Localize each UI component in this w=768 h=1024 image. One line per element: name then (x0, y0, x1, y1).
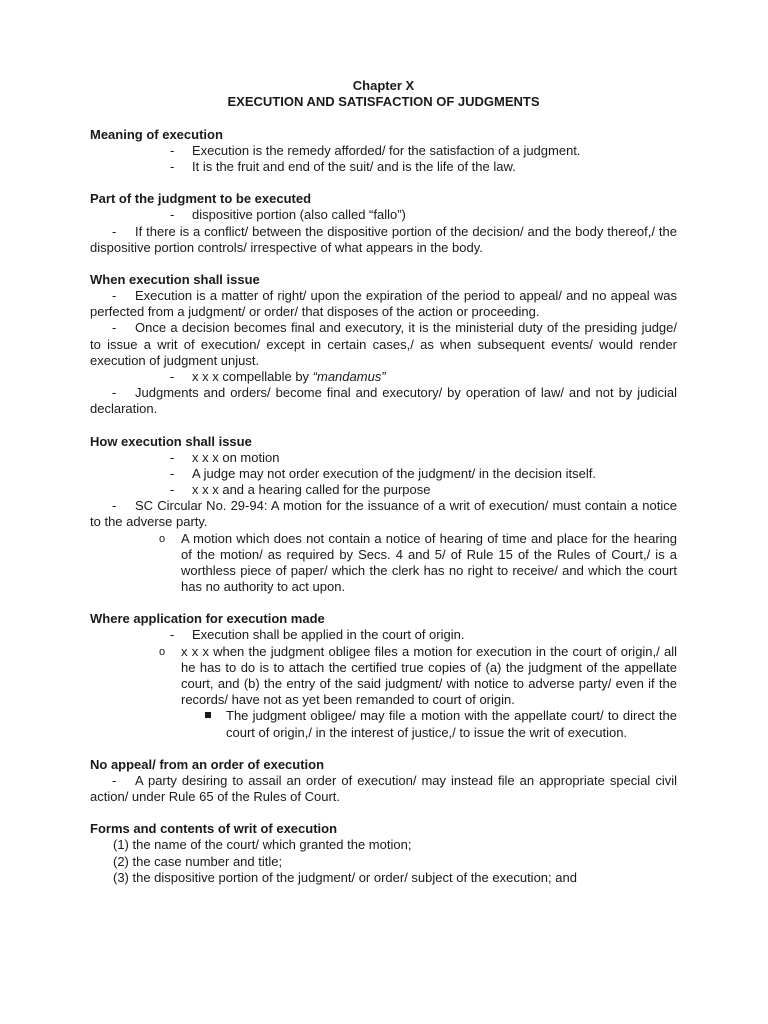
chapter-title: EXECUTION AND SATISFACTION OF JUDGMENTS (227, 94, 540, 109)
section-heading: Forms and contents of writ of execution (90, 821, 338, 837)
dash-bullet: - (112, 498, 117, 514)
list-item: - x x x and a hearing called for the purpose (170, 482, 431, 498)
square-bullet-icon (205, 712, 211, 718)
list-item: - A judge may not order execution of the judgment/ in the decision itself. (170, 465, 596, 481)
section-when (90, 272, 677, 418)
section-part (90, 191, 677, 256)
dash-bullet: - (170, 482, 175, 498)
dash-bullet: - (170, 207, 175, 223)
paragraph: - Judgments and orders/ become final and executory/ by operation of law/ and not by judicial declaration. (90, 385, 677, 417)
dash-bullet: - (170, 369, 175, 385)
dash-bullet: - (112, 385, 117, 401)
section-forms (90, 821, 677, 886)
section-heading: No appeal/ from an order of execution (90, 756, 325, 772)
chapter-label: Chapter X (352, 78, 415, 93)
section-heading: Part of the judgment to be executed (90, 191, 312, 207)
circle-bullet: o (159, 645, 166, 658)
section-heading: When execution shall issue (90, 272, 260, 288)
paragraph: - A party desiring to assail an order of execution/ may instead file an appropriate special civil action/ under Rule 65 of the Rules of Court. (90, 772, 677, 805)
paragraph: - SC Circular No. 29-94: A motion for the issuance of a writ of execution/ must contain a notice to the adverse party. (90, 498, 677, 530)
section-how (90, 434, 677, 596)
section-heading: Where application for execution made (90, 611, 325, 627)
section-meaning (90, 127, 677, 175)
dash-bullet: - (112, 320, 117, 336)
list-item: - x x x on motion (170, 449, 280, 465)
paragraph: - Once a decision becomes final and executory, it is the ministerial duty of the presiding judge/ to issue a writ of execution/ except in certain cases,/ as when subsequent events/ would render execution of judgment unjust. (90, 320, 677, 368)
sub-sub-list-item: The judgment obligee/ may file a motion with the appellate court/ to direct the court of origin,/ in the interest of justice,/ to issue the writ of execution. (90, 708, 677, 740)
sub-list-item: o x x x when the judgment obligee files a motion for execution in the court of origin,/ all he has to do is to attach the certified true copies of (a) the judgment of the appellate court, and (b) the entry of the said judgment/ with notice to adverse party/ even if the records/ have not as yet been remanded to court of origin. (159, 643, 677, 708)
paragraph: - Execution is a matter of right/ upon the expiration of the period to appeal/ and no appeal was perfected from a judgment/ or order/ that disposes of the action or proceeding. (90, 288, 677, 320)
list-item: - Execution is the remedy afforded/ for the satisfaction of a judgment. (170, 143, 581, 158)
sub-list-item: o A motion which does not contain a notice of hearing of time and place for the hearing of the motion/ as required by Secs. 4 and 5/ of Rule 15 of the Rules of Court,/ is a worthless piece of paper/ which the clerk has no right to receive/ and which the court has no authority to act upon. (159, 530, 677, 595)
document-page (90, 78, 677, 886)
list-item: - x x x compellable by “mandamus” (170, 369, 386, 385)
section-heading: How execution shall issue (90, 433, 252, 449)
list-item: - It is the fruit and end of the suit/ and is the life of the law. (170, 159, 516, 175)
numbered-item: (1) the name of the court/ which granted the motion; (113, 837, 412, 853)
dash-bullet: - (170, 465, 175, 481)
dash-bullet: - (112, 772, 117, 788)
dash-bullet: - (170, 159, 175, 175)
dash-bullet: - (112, 223, 117, 239)
list-item: - Execution shall be applied in the court of origin. (170, 627, 465, 643)
paragraph: - If there is a conflict/ between the dispositive portion of the decision/ and the body thereof,/ the dispositive portion controls/ irrespective of what appears in the body. (90, 223, 677, 255)
numbered-item: (2) the case number and title; (113, 853, 283, 869)
dash-bullet: - (112, 288, 117, 304)
section-no-appeal (90, 757, 677, 805)
dash-bullet: - (170, 627, 175, 643)
numbered-item: (3) the dispositive portion of the judgment/ or order/ subject of the execution; and (113, 869, 577, 885)
dash-bullet: - (170, 143, 175, 158)
section-heading: Meaning of execution (90, 127, 223, 142)
section-where (90, 611, 677, 740)
dash-bullet: - (170, 449, 175, 465)
circle-bullet: o (159, 532, 166, 545)
list-item: - dispositive portion (also called “fallo”) (170, 207, 406, 223)
